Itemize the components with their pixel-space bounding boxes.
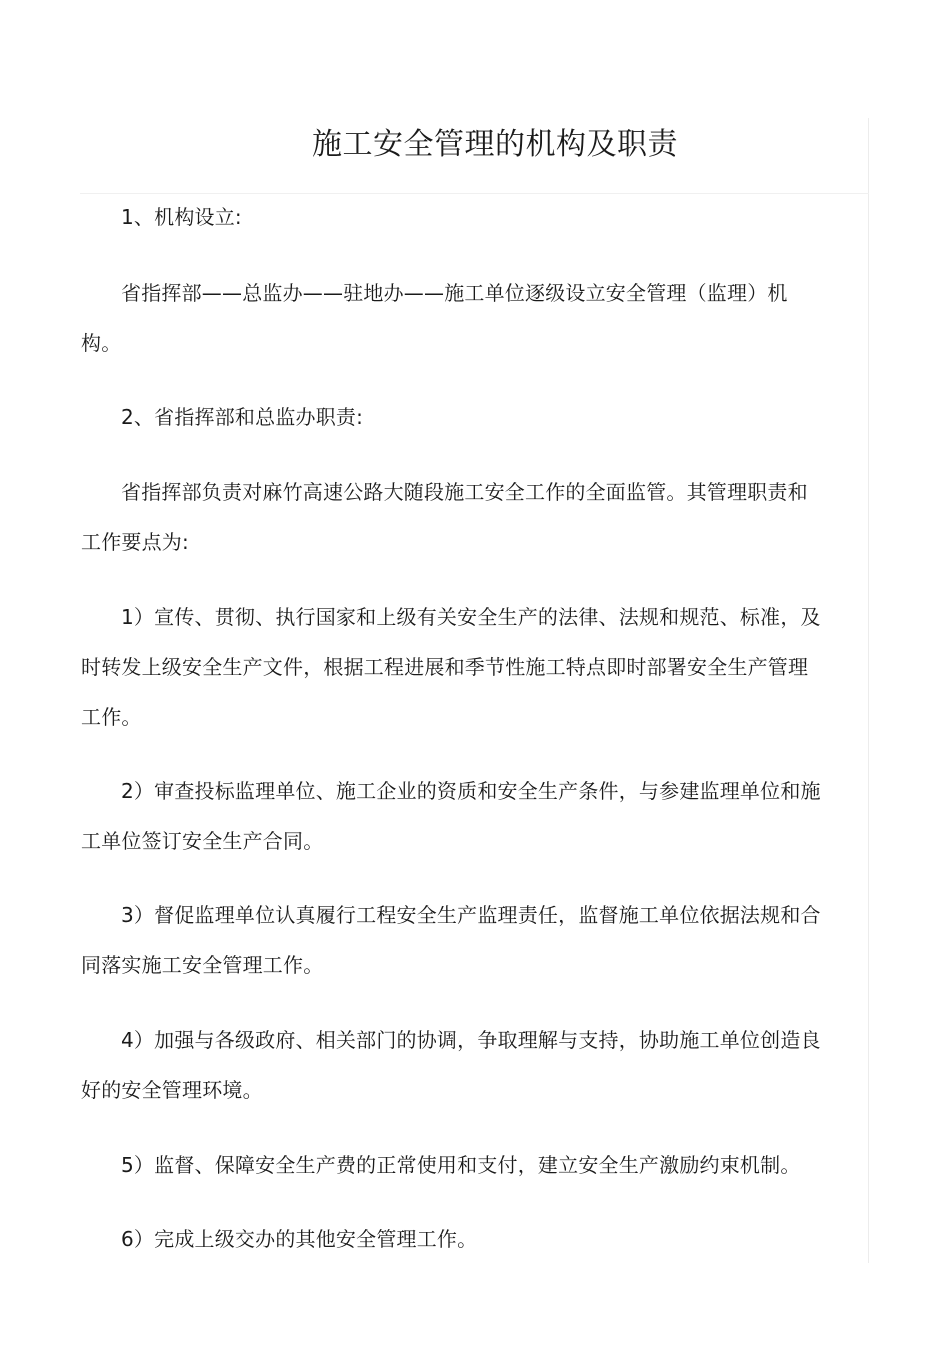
list-item-1: 1）宣传、贯彻、执行国家和上级有关安全生产的法律、法规和规范、标准，及时转发上级安全生产文件，根据工程进展和季节性施工特点即时部署安全生产管理工作。 xyxy=(81,605,821,729)
list-item-3: 3）督促监理单位认真履行工程安全生产监理责任，监督施工单位依据法规和合同落实施工安全管理工作。 xyxy=(81,903,821,977)
page-border-right xyxy=(868,118,869,1263)
list-item-2: 2）审查投标监理单位、施工企业的资质和安全生产条件，与参建监理单位和施工单位签订安全生产合同。 xyxy=(81,779,821,853)
paragraph-structure: 省指挥部——总监办——驻地办——施工单位逐级设立安全管理（监理）机构。 xyxy=(81,281,788,355)
paragraph-2-heading: 2、省指挥部和总监办职责: xyxy=(121,405,364,429)
list-item-6: 6）完成上级交办的其他安全管理工作。 xyxy=(121,1227,478,1251)
list-item-4: 4）加强与各级政府、相关部门的协调，争取理解与支持，协助施工单位创造良好的安全管理环境。 xyxy=(81,1028,821,1102)
paragraph-duties-intro: 省指挥部负责对麻竹高速公路大随段施工安全工作的全面监管。其管理职责和工作要点为: xyxy=(81,480,808,554)
paragraph-1-heading: 1、机构设立: xyxy=(121,205,242,229)
document-title: 施工安全管理的机构及职责 xyxy=(312,127,678,162)
list-item-5: 5）监督、保障安全生产费的正常使用和支付，建立安全生产激励约束机制。 xyxy=(121,1153,801,1177)
